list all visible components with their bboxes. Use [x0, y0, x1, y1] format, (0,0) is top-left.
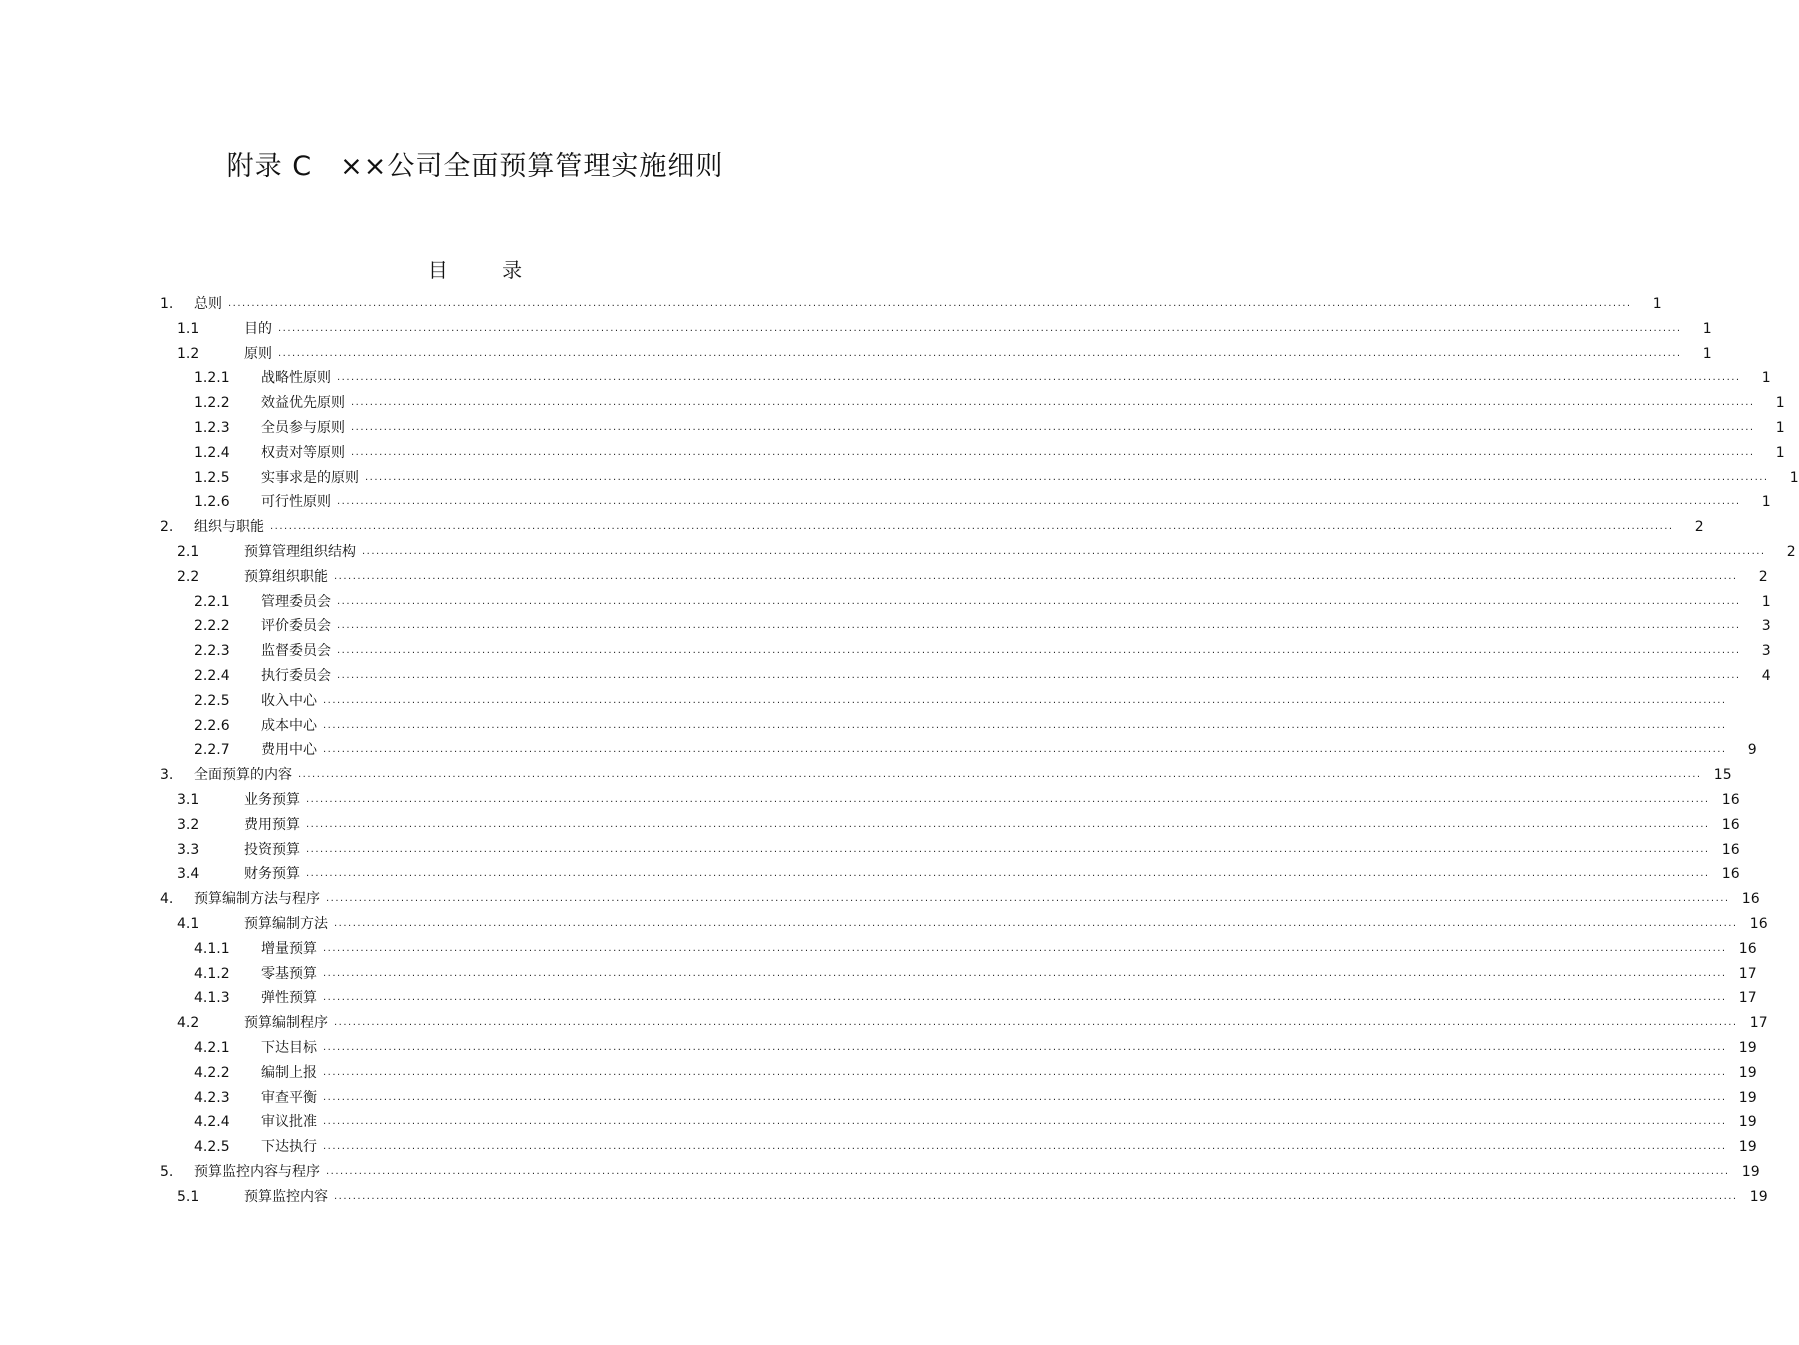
toc-entry-title: 成本中心 — [261, 717, 317, 734]
toc-entry-title: 权责对等原则 — [261, 444, 345, 461]
dot-leader: ............................................................................................................................................................................................................................................................................................................ — [323, 1091, 1727, 1103]
toc-entry-title: 预算监控内容与程序 — [194, 1163, 320, 1180]
toc-entry-title: 预算编制方法 — [244, 915, 328, 932]
dot-leader: ............................................................................................................................................................................................................................................................................................................ — [362, 545, 1766, 557]
toc-entry-title: 下达执行 — [261, 1139, 317, 1156]
toc-entry-title: 弹性预算 — [261, 990, 317, 1007]
toc-entry-page: 19 — [1738, 1114, 1757, 1131]
toc-entry-title: 监督委员会 — [261, 643, 331, 660]
toc-entry-page: 16 — [1721, 841, 1740, 858]
toc-entry-page: 1 — [1789, 469, 1799, 486]
toc-entry-number: 4.2.5 — [194, 1139, 230, 1156]
toc-entry-page: 19 — [1738, 1064, 1757, 1081]
toc-entry[interactable] — [160, 490, 1771, 515]
toc-entry-title: 实事求是的原则 — [261, 469, 359, 486]
toc-entry-page: 1 — [1775, 444, 1785, 461]
toc-entry[interactable] — [160, 838, 1740, 863]
toc-entry-page: 1 — [1761, 593, 1771, 610]
toc-entry-page: 16 — [1721, 816, 1740, 833]
dot-leader: ............................................................................................................................................................................................................................................................................................................ — [298, 769, 1702, 781]
toc-entry[interactable] — [160, 416, 1785, 441]
toc-entry-number: 1.2.3 — [194, 419, 230, 436]
dot-leader: ............................................................................................................................................................................................................................................................................................................ — [323, 1116, 1727, 1128]
toc-entry-title: 预算管理组织结构 — [244, 543, 356, 560]
toc-entry[interactable] — [160, 887, 1760, 912]
toc-entry-page: 1 — [1702, 345, 1712, 362]
toc-entry-number: 3.3 — [177, 841, 200, 858]
toc-entry-title: 编制上报 — [261, 1064, 317, 1081]
toc-entry-number: 2.1 — [177, 543, 200, 560]
document-title: 附录 C ××公司全面预算管理实施细则 — [226, 151, 724, 182]
toc-entry[interactable] — [160, 788, 1740, 813]
dot-leader: ............................................................................................................................................................................................................................................................................................................ — [323, 992, 1727, 1004]
toc-entry[interactable] — [160, 862, 1740, 887]
toc-entry[interactable] — [160, 813, 1740, 838]
toc-entry-title: 效益优先原则 — [261, 395, 345, 412]
toc-entry-number: 2.2.7 — [194, 742, 230, 759]
toc-entry-page: 17 — [1749, 1015, 1768, 1032]
toc-entry[interactable] — [160, 1011, 1768, 1036]
dot-leader: ............................................................................................................................................................................................................................................................................................................ — [228, 298, 1632, 309]
toc-entry-page: 16 — [1721, 791, 1740, 808]
toc-entry-title: 战略性原则 — [261, 370, 331, 387]
toc-entry[interactable] — [160, 1110, 1757, 1135]
toc-entry-number: 2.2.2 — [194, 618, 230, 635]
toc-entry-page: 19 — [1738, 1089, 1757, 1106]
toc-entry[interactable] — [160, 986, 1757, 1011]
toc-entry-page: 16 — [1721, 866, 1740, 883]
toc-entry[interactable] — [160, 714, 1727, 739]
toc-entry-title: 下达目标 — [261, 1039, 317, 1056]
toc-entry-page: 1 — [1761, 494, 1771, 511]
toc-entry[interactable] — [160, 1135, 1757, 1160]
toc-entry-title: 原则 — [244, 345, 272, 362]
dot-leader: ............................................................................................................................................................................................................................................................................................................ — [278, 322, 1682, 334]
dot-leader: ............................................................................................................................................................................................................................................................................................................ — [323, 719, 1727, 731]
toc-entry-number: 2.2.4 — [194, 667, 230, 684]
toc-entry-number: 2. — [160, 519, 174, 536]
toc-entry-number: 5. — [160, 1163, 174, 1180]
toc-entry[interactable] — [160, 342, 1712, 367]
dot-leader: ............................................................................................................................................................................................................................................................................................................ — [323, 942, 1727, 954]
toc-entry-page: 2 — [1758, 568, 1768, 585]
toc-entry-number: 4.1.2 — [194, 965, 230, 982]
toc-entry-number: 4.2.2 — [194, 1064, 230, 1081]
toc-entry[interactable] — [160, 1160, 1760, 1185]
toc-entry-title: 目的 — [244, 320, 272, 337]
toc-entry-title: 费用预算 — [244, 816, 300, 833]
toc-entry-number: 4.1.3 — [194, 990, 230, 1007]
toc-entry-title: 收入中心 — [261, 692, 317, 709]
toc-entry-title: 审查平衡 — [261, 1089, 317, 1106]
dot-leader: ............................................................................................................................................................................................................................................................................................................ — [323, 1141, 1727, 1153]
toc-entry-number: 2.2 — [177, 568, 200, 585]
dot-leader: ............................................................................................................................................................................................................................................................................................................ — [337, 595, 1741, 607]
dot-leader: ............................................................................................................................................................................................................................................................................................................ — [306, 843, 1710, 855]
dot-leader: ............................................................................................................................................................................................................................................................................................................ — [365, 471, 1769, 483]
toc-entry-page: 3 — [1761, 618, 1771, 635]
dot-leader: ............................................................................................................................................................................................................................................................................................................ — [334, 570, 1738, 582]
dot-leader: ............................................................................................................................................................................................................................................................................................................ — [306, 793, 1710, 805]
table-of-contents — [160, 292, 1799, 1209]
toc-entry-page: 19 — [1738, 1039, 1757, 1056]
toc-entry[interactable] — [160, 466, 1799, 491]
toc-entry-number: 3. — [160, 767, 174, 784]
dot-leader: ............................................................................................................................................................................................................................................................................................................ — [337, 372, 1741, 384]
toc-entry-number: 1.2 — [177, 345, 200, 362]
toc-entry-page: 2 — [1694, 519, 1704, 536]
toc-entry-number: 1.1 — [177, 320, 200, 337]
toc-entry-page: 17 — [1738, 965, 1757, 982]
dot-leader: ............................................................................................................................................................................................................................................................................................................ — [323, 967, 1727, 979]
toc-entry-number: 3.1 — [177, 791, 200, 808]
toc-entry[interactable] — [160, 763, 1732, 788]
toc-entry-number: 4.2 — [177, 1015, 200, 1032]
toc-entry-number: 2.2.3 — [194, 643, 230, 660]
toc-entry[interactable] — [160, 689, 1727, 714]
toc-entry[interactable] — [160, 317, 1712, 342]
dot-leader: ............................................................................................................................................................................................................................................................................................................ — [337, 496, 1741, 508]
dot-leader: ............................................................................................................................................................................................................................................................................................................ — [278, 347, 1682, 359]
dot-leader: ............................................................................................................................................................................................................................................................................................................ — [323, 1041, 1727, 1053]
toc-entry-number: 4.2.3 — [194, 1089, 230, 1106]
toc-entry-number: 5.1 — [177, 1188, 200, 1205]
toc-entry-title: 组织与职能 — [194, 519, 264, 536]
toc-entry-page: 16 — [1741, 891, 1760, 908]
toc-entry-number: 2.2.1 — [194, 593, 230, 610]
toc-entry-title: 总则 — [194, 296, 222, 312]
dot-leader: ............................................................................................................................................................................................................................................................................................................ — [326, 893, 1730, 905]
toc-entry-title: 执行委员会 — [261, 667, 331, 684]
toc-entry-number: 1.2.6 — [194, 494, 230, 511]
toc-entry[interactable] — [160, 639, 1771, 664]
toc-entry[interactable] — [160, 1061, 1757, 1086]
dot-leader: ............................................................................................................................................................................................................................................................................................................ — [270, 521, 1674, 533]
toc-entry-title: 预算编制方法与程序 — [194, 891, 320, 908]
dot-leader: ............................................................................................................................................................................................................................................................................................................ — [337, 620, 1741, 632]
dot-leader: ............................................................................................................................................................................................................................................................................................................ — [326, 1165, 1730, 1177]
toc-entry[interactable] — [160, 391, 1785, 416]
toc-entry[interactable] — [160, 1086, 1757, 1111]
toc-entry-page: 1 — [1702, 320, 1712, 337]
toc-entry-number: 3.2 — [177, 816, 200, 833]
dot-leader: ............................................................................................................................................................................................................................................................................................................ — [351, 421, 1755, 433]
toc-entry-number: 4.1.1 — [194, 940, 230, 957]
toc-entry-title: 管理委员会 — [261, 593, 331, 610]
toc-entry-page: 1 — [1652, 296, 1662, 312]
toc-entry-title: 全面预算的内容 — [194, 767, 292, 784]
toc-entry-number: 1.2.5 — [194, 469, 230, 486]
toc-entry[interactable] — [160, 937, 1757, 962]
toc-entry[interactable] — [160, 962, 1757, 987]
dot-leader: ............................................................................................................................................................................................................................................................................................................ — [334, 1190, 1738, 1202]
dot-leader: ............................................................................................................................................................................................................................................................................................................ — [306, 868, 1710, 880]
toc-entry-number: 1.2.1 — [194, 370, 230, 387]
dot-leader: ............................................................................................................................................................................................................................................................................................................ — [337, 645, 1741, 657]
toc-entry[interactable] — [160, 366, 1771, 391]
dot-leader: ............................................................................................................................................................................................................................................................................................................ — [351, 397, 1755, 409]
toc-entry-page: 17 — [1738, 990, 1757, 1007]
toc-entry[interactable] — [160, 441, 1785, 466]
toc-entry-number: 2.2.6 — [194, 717, 230, 734]
toc-entry[interactable] — [160, 1036, 1757, 1061]
toc-entry-title: 预算组织职能 — [244, 568, 328, 585]
toc-entry-title: 全员参与原则 — [261, 419, 345, 436]
toc-entry-title: 费用中心 — [261, 742, 317, 759]
dot-leader: ............................................................................................................................................................................................................................................................................................................ — [334, 1017, 1738, 1029]
toc-entry-number: 4.1 — [177, 915, 200, 932]
toc-entry-page: 16 — [1738, 940, 1757, 957]
toc-entry-title: 预算监控内容 — [244, 1188, 328, 1205]
toc-entry-page: 15 — [1713, 767, 1732, 784]
toc-entry[interactable] — [160, 540, 1796, 565]
toc-entry-number: 2.2.5 — [194, 692, 230, 709]
toc-entry-number: 3.4 — [177, 866, 200, 883]
toc-entry-number: 4.2.1 — [194, 1039, 230, 1056]
toc-entry-page: 3 — [1761, 643, 1771, 660]
dot-leader: ............................................................................................................................................................................................................................................................................................................ — [351, 446, 1755, 458]
toc-entry[interactable] — [160, 738, 1757, 763]
toc-entry-title: 投资预算 — [244, 841, 300, 858]
toc-entry-page: 1 — [1761, 370, 1771, 387]
toc-entry-page: 16 — [1749, 915, 1768, 932]
toc-entry[interactable] — [160, 292, 1662, 317]
toc-entry[interactable] — [160, 912, 1768, 937]
dot-leader: ............................................................................................................................................................................................................................................................................................................ — [334, 917, 1738, 929]
toc-entry-page: 9 — [1747, 742, 1757, 759]
toc-entry-title: 可行性原则 — [261, 494, 331, 511]
toc-entry-page: 19 — [1738, 1139, 1757, 1156]
toc-entry-title: 预算编制程序 — [244, 1015, 328, 1032]
toc-entry[interactable] — [160, 515, 1704, 540]
toc-entry-title: 增量预算 — [261, 940, 317, 957]
toc-entry-page: 2 — [1786, 543, 1796, 560]
toc-entry-title: 财务预算 — [244, 866, 300, 883]
toc-entry-page: 19 — [1749, 1188, 1768, 1205]
toc-entry[interactable] — [160, 614, 1771, 639]
dot-leader: ............................................................................................................................................................................................................................................................................................................ — [323, 744, 1727, 756]
dot-leader: ............................................................................................................................................................................................................................................................................................................ — [306, 818, 1710, 830]
dot-leader: ............................................................................................................................................................................................................................................................................................................ — [323, 1066, 1727, 1078]
toc-entry-number: 4.2.4 — [194, 1114, 230, 1131]
toc-entry-number: 1.2.4 — [194, 444, 230, 461]
toc-entry-page: 1 — [1775, 419, 1785, 436]
toc-entry[interactable] — [160, 565, 1768, 590]
toc-entry-number: 4. — [160, 891, 174, 908]
toc-entry-page: 1 — [1775, 395, 1785, 412]
dot-leader: ............................................................................................................................................................................................................................................................................................................ — [337, 669, 1741, 681]
toc-entry-title: 业务预算 — [244, 791, 300, 808]
toc-entry-title: 审议批准 — [261, 1114, 317, 1131]
toc-entry-number: 1. — [160, 296, 174, 312]
toc-entry-page: 4 — [1761, 667, 1771, 684]
toc-entry-title: 零基预算 — [261, 965, 317, 982]
toc-entry[interactable] — [160, 664, 1771, 689]
toc-entry-page: 19 — [1741, 1163, 1760, 1180]
toc-entry-title: 评价委员会 — [261, 618, 331, 635]
toc-entry[interactable] — [160, 590, 1771, 615]
dot-leader: ............................................................................................................................................................................................................................................................................................................ — [323, 694, 1727, 706]
toc-entry[interactable] — [160, 1185, 1768, 1210]
toc-heading: 目 录 — [427, 258, 547, 282]
toc-entry-number: 1.2.2 — [194, 395, 230, 412]
